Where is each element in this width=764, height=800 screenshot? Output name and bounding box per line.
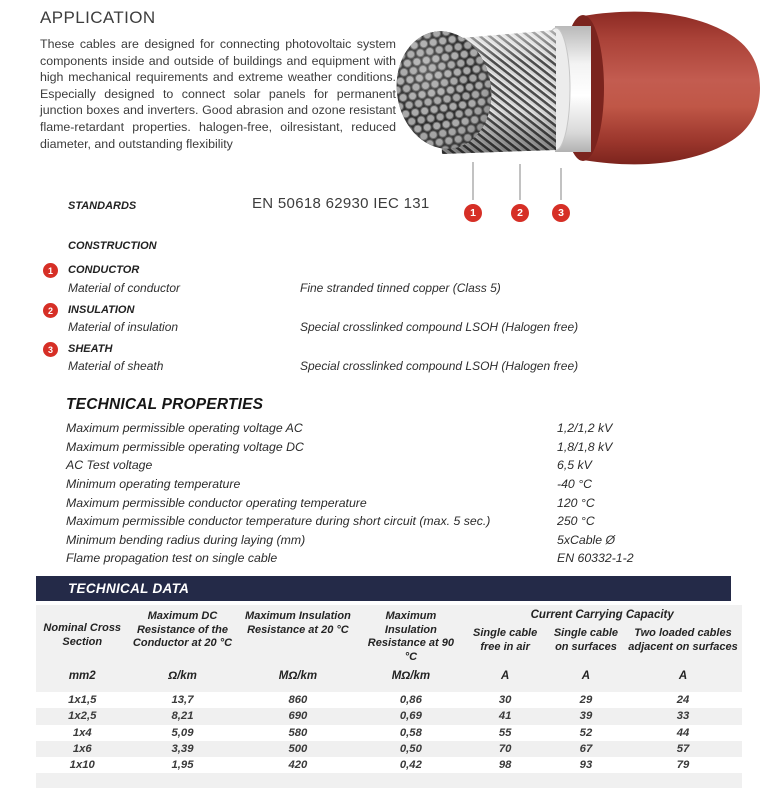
- table-cell: 580: [288, 726, 308, 739]
- construction-value: Special crosslinked compound LSOH (Halogen free): [300, 359, 579, 373]
- column-header: Single cable free in air: [473, 627, 538, 653]
- table-cell: 93: [579, 759, 593, 772]
- table-cell: 0,58: [399, 726, 422, 739]
- property-row: [66, 512, 726, 531]
- technical-properties-title: TECHNICAL PROPERTIES: [66, 396, 264, 413]
- column-unit: mm2: [68, 670, 96, 682]
- construction-number-badge: 2: [43, 303, 58, 318]
- table-row: [36, 708, 742, 724]
- cable-illustration-icon: [388, 4, 764, 204]
- table-row: [36, 692, 742, 708]
- column-unit: MΩ/km: [391, 670, 431, 682]
- column-unit: Ω/km: [168, 670, 197, 682]
- table-cell: 30: [498, 694, 512, 706]
- property-label: Flame propagation test on single cable: [66, 551, 278, 566]
- table-cell: 79: [676, 759, 690, 772]
- column-header: Maximum DC Resistance of the Conductor at 20 °C: [132, 610, 233, 649]
- table-cell: 57: [676, 742, 690, 755]
- property-value: 120 °C: [557, 495, 595, 510]
- table-row: [36, 741, 742, 757]
- property-row: [66, 438, 726, 457]
- callout-3: 3: [552, 204, 570, 222]
- standards-label: STANDARDS: [68, 200, 137, 212]
- property-label: AC Test voltage: [66, 458, 153, 473]
- table-cell: 3,39: [171, 742, 194, 755]
- table-cell: 1x1,5: [68, 694, 97, 706]
- property-value: 6,5 kV: [557, 458, 592, 473]
- construction-property: Material of sheath: [68, 359, 164, 373]
- construction-heading: CONSTRUCTION: [68, 240, 157, 252]
- property-value: 5xCable Ø: [557, 532, 616, 547]
- construction-item-name: SHEATH: [68, 343, 113, 355]
- property-row: [66, 531, 726, 550]
- table-cell: 0,69: [399, 710, 422, 723]
- property-label: Minimum bending radius during laying (mm): [66, 532, 306, 547]
- application-paragraph: These cables are designed for connecting photovoltaic system components inside and outside of buildings and equipment with high mechanical requirements and extreme weather conditions. Especially designed to connect solar panels for permanent junction boxes and inverters. Good abrasion and ozone resistant flame-retardant properties. halogen-free, oilresistant, reduced diameter, and outstanding flexibility: [40, 37, 396, 151]
- construction-value: Fine stranded tinned copper (Class 5): [300, 281, 501, 295]
- column-header: Single cable on surfaces: [553, 627, 619, 653]
- table-row: [36, 725, 742, 741]
- table-cell: 29: [579, 694, 593, 706]
- property-row: [66, 493, 726, 512]
- table-cell: 690: [288, 710, 308, 723]
- table-cell: 70: [498, 742, 512, 755]
- table-row: [36, 757, 742, 773]
- table-cell: 13,7: [171, 694, 194, 706]
- table-cell: 55: [498, 726, 512, 739]
- construction-property: Material of insulation: [68, 320, 179, 334]
- column-unit: MΩ/km: [278, 670, 318, 682]
- property-value: 250 °C: [557, 514, 595, 529]
- table-cell: 1x2,5: [68, 710, 97, 723]
- construction-item-name: INSULATION: [68, 304, 135, 316]
- property-label: Minimum operating temperature: [66, 477, 241, 492]
- construction-number-badge: 1: [43, 263, 58, 278]
- callout-2: 2: [511, 204, 529, 222]
- property-value: 1,8/1,8 kV: [557, 439, 613, 454]
- table-cell: 0,86: [399, 694, 422, 706]
- table-cell: 420: [288, 759, 308, 772]
- table-cell: 24: [676, 694, 690, 706]
- table-footer-strip: [36, 773, 742, 788]
- column-unit: A: [581, 670, 591, 682]
- technical-properties-rows: [66, 419, 726, 568]
- column-header: Two loaded cables adjacent on surfaces: [628, 627, 738, 653]
- table-cell: 860: [288, 694, 308, 706]
- table-cell: 500: [288, 742, 308, 755]
- property-value: 1,2/1,2 kV: [557, 421, 613, 436]
- construction-number-badge: 3: [43, 342, 58, 357]
- table-cell: 0,42: [399, 759, 422, 772]
- construction-property: Material of conductor: [68, 281, 181, 295]
- column-header: Nominal Cross Section: [43, 622, 122, 648]
- column-unit: A: [678, 670, 688, 682]
- property-row: [66, 475, 726, 494]
- table-cell: 33: [676, 710, 690, 723]
- technical-data-table-head: [36, 605, 742, 692]
- table-cell: 67: [579, 742, 593, 755]
- table-cell: 52: [579, 726, 593, 739]
- table-cell: 44: [676, 726, 690, 739]
- construction-value: Special crosslinked compound LSOH (Halogen free): [300, 320, 579, 334]
- technical-data-table-body: [36, 692, 742, 788]
- table-cell: 8,21: [171, 710, 194, 723]
- column-header: Maximum Insulation Resistance at 20 °C: [245, 610, 351, 636]
- table-cell: 1x4: [72, 726, 92, 739]
- construction-item-name: CONDUCTOR: [68, 264, 140, 276]
- table-cell: 39: [579, 710, 593, 723]
- property-label: Maximum permissible operating voltage DC: [66, 439, 304, 454]
- standards-value: EN 50618 62930 IEC 131: [252, 195, 430, 212]
- property-row: [66, 549, 726, 568]
- table-cell: 41: [498, 710, 512, 723]
- table-cell: 1x10: [69, 759, 95, 772]
- callout-1: 1: [464, 204, 482, 222]
- table-cell: 1x6: [72, 742, 92, 755]
- property-label: Maximum permissible operating voltage AC: [66, 421, 303, 436]
- application-title: APPLICATION: [40, 8, 156, 27]
- column-header: Maximum Insulation Resistance at 90 °C: [367, 610, 454, 663]
- technical-data-header-bar: TECHNICAL DATA: [36, 576, 731, 601]
- property-label: Maximum permissible conductor temperature during short circuit (max. 5 sec.): [66, 514, 491, 529]
- cable-figure: [388, 4, 764, 226]
- property-value: -40 °C: [557, 477, 592, 492]
- column-unit: A: [500, 670, 510, 682]
- property-row: [66, 419, 726, 438]
- group-header-current-carrying-capacity: Current Carrying Capacity: [530, 609, 674, 621]
- table-cell: 0,50: [399, 742, 422, 755]
- table-cell: 98: [498, 759, 512, 772]
- table-cell: 5,09: [171, 726, 194, 739]
- table-cell: 1,95: [171, 759, 194, 772]
- property-value: EN 60332-1-2: [557, 551, 634, 566]
- property-label: Maximum permissible conductor operating temperature: [66, 495, 367, 510]
- property-row: [66, 456, 726, 475]
